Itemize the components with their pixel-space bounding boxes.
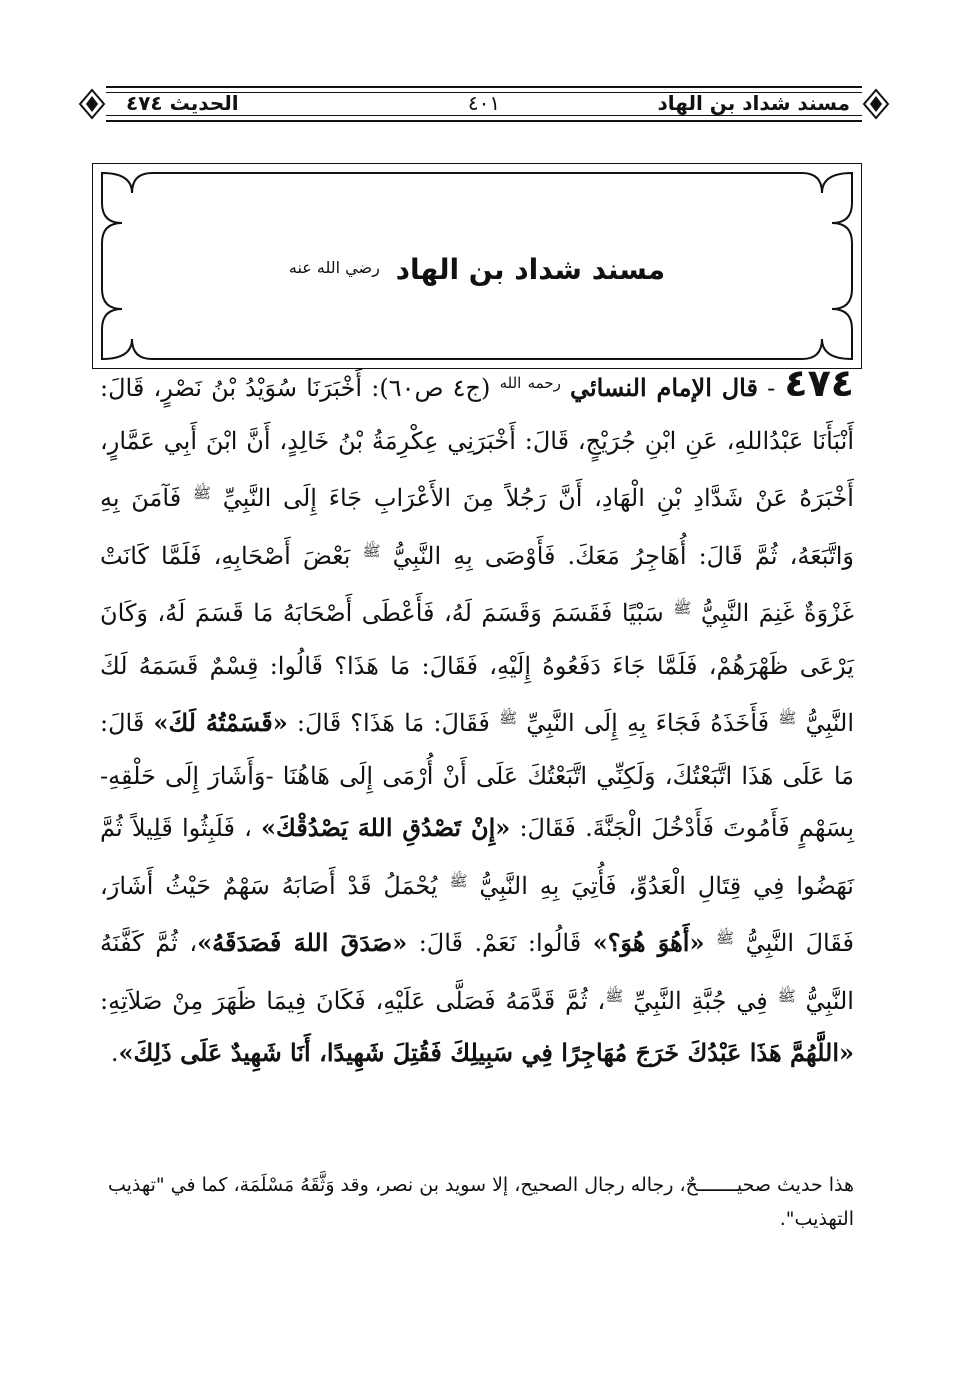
salutation-glyph: ﷺ bbox=[498, 709, 518, 727]
page-number: ٤٠١ bbox=[467, 91, 501, 115]
chapter-title-frame bbox=[92, 163, 862, 369]
salutation-glyph: ﷺ bbox=[778, 709, 797, 727]
hadith-body: ٤٧٤ - قال الإمام النسائي $^{رحمه الله}$ (ج٤ ص٦٠): أَخْبَرَنَا سُوَيْدُ بْنُ نَصْرٍ، قَالَ: أَنْبَأَنَا عَبْدُاللهِ، عَنِ ابْنِ جُرَيْجٍ، قَالَ: أَخْبَرَنِي عِكْرِمَةُ بْنُ خَالِدٍ، أَنَّ ابْنَ أَبِي عَمَّارٍ، أَخْبَرَهُ عَنْ شَدَّادِ بْنِ الْهَادِ، أَنَّ رَجُلاً مِنَ الأَعْرَابِ جَاءَ إِلَى النَّبِيِّ $^ﷺ$ فَآمَنَ بِهِ وَاتَّبَعَهُ، ثُمَّ قَالَ: أُهَاجِرُ مَعَكَ. فَأَوْصَى بِهِ النَّبِيُّ $^ﷺ$ بَعْضَ أَصْحَابِهِ، فَلَمَّا كَانَتْ غَزْوَةٌ غَنِمَ النَّبِيُّ $^ﷺ$ سَبْيًا فَقَسَمَ وَقَسَمَ لَهُ، فَأَعْطَى أَصْحَابَهُ مَا قَسَمَ لَهُ، وَكَانَ يَرْعَى ظَهْرَهُمْ، فَلَمَّا جَاءَ دَفَعُوهُ إِلَيْهِ، فَقَالَ: مَا هَذَا؟ قَالُوا: قِسْمٌ قَسَمَهُ لَكَ النَّبِيُّ $^ﷺ$ فَأَخَذَهُ فَجَاءَ بِهِ إِلَى النَّبِيِّ $^ﷺ$ فَقَالَ: مَا هَذَا؟ قَالَ: «قَسَمْتُهُ لَكَ» قَالَ: مَا عَلَى هَذَا اتَّبَعْتُكَ، وَلَكِنِّي اتَّبَعْتُكَ عَلَى أَنْ أُرْمَى إِلَى هَاهُنَا -وَأَشَارَ إِلَى حَلْقِهِ- بِسَهْمٍ فَأَمُوتَ فَأَدْخُلَ الْجَنَّةَ. فَقَالَ: «إِنْ تَصْدُقِ اللهَ يَصْدُقْكَ» ، فَلَبِثُوا قَلِيلاً ثُمَّ نَهَضُوا فِي قِتَالِ الْعَدُوِّ، فَأُتِيَ بِهِ النَّبِيُّ $^ﷺ$ يُحْمَلُ قَدْ أَصَابَهُ سَهْمٌ حَيْثُ أَشَارَ، فَقَالَ النَّبِيُّ $^ﷺ$ «أَهُوَ هُوَ؟» قَالُوا: نَعَمْ. قَالَ: «صَدَقَ اللهَ فَصَدَقَهُ»، ثُمَّ كَفَّنَهُ النَّبِيُّ $^ﷺ$ فِي جُبَّةِ النَّبِيِّ $^ﷺ$، ثُمَّ قَدَّمَهُ فَصَلَّى عَلَيْهِ، فَكَانَ فِيمَا ظَهَرَ مِنْ صَلاَتِهِ: «اللَّهُمَّ هَذَا عَبْدُكَ خَرَجَ مُهَاجِرًا فِي سَبِيلِكَ فَقُتِلَ شَهِيدًا، أَنَا شَهِيدٌ عَلَى ذَلِكَ». bbox=[100, 361, 855, 1067]
running-header bbox=[78, 82, 890, 126]
salutation-glyph: ﷺ bbox=[605, 986, 624, 1005]
salutation-glyph: ﷺ bbox=[192, 484, 212, 502]
salutation-glyph: ﷺ bbox=[362, 541, 381, 560]
chapter-title: مسند شداد بن الهاد $^{رضي الله عنه}$ bbox=[288, 253, 666, 286]
prophet-quote: «أَهُوَ هُوَ؟» bbox=[592, 928, 705, 957]
source-reference: (ج٤ ص٦٠): bbox=[371, 374, 491, 402]
prophet-quote: «قَسَمْتُهُ لَكَ» bbox=[153, 708, 288, 737]
hadith-number: ٤٧٤ bbox=[784, 361, 854, 405]
honorific-glyph: رضي الله عنه bbox=[288, 258, 380, 277]
prophet-quote: «صَدَقَ اللهَ فَصَدَقَهُ» bbox=[197, 928, 408, 957]
salutation-glyph: ﷺ bbox=[673, 599, 692, 617]
running-title: مسند شداد بن الهاد bbox=[657, 91, 850, 115]
salutation-glyph: ﷺ bbox=[715, 929, 735, 947]
salutation-glyph: ﷺ bbox=[777, 986, 796, 1005]
hadith-grading-note: هذا حديث صحيـــــــحٌ، رجاله رجال الصحيح، إلا سويد بن نصر، وقد وَثَّقَهُ مَسْلَمَة، كما في "تهذيب التهذيب". bbox=[107, 1174, 854, 1230]
hadith-intro: قال الإمام النسائي bbox=[569, 373, 758, 402]
salutation-glyph: ﷺ bbox=[449, 871, 468, 890]
prophet-quote: «إِنْ تَصْدُقِ اللهَ يَصْدُقْكَ» bbox=[261, 813, 511, 842]
prophet-quote: «اللَّهُمَّ هَذَا عَبْدُكَ خَرَجَ مُهَاجِرًا فِي سَبِيلِكَ فَقُتِلَ شَهِيدًا، أَنَا شَهِيدٌ عَلَى ذَلِكَ» bbox=[118, 1038, 854, 1067]
honorific-rahimahullah: رحمه الله bbox=[499, 374, 561, 392]
hadith-label: الحديث ٤٧٤ bbox=[126, 91, 239, 115]
